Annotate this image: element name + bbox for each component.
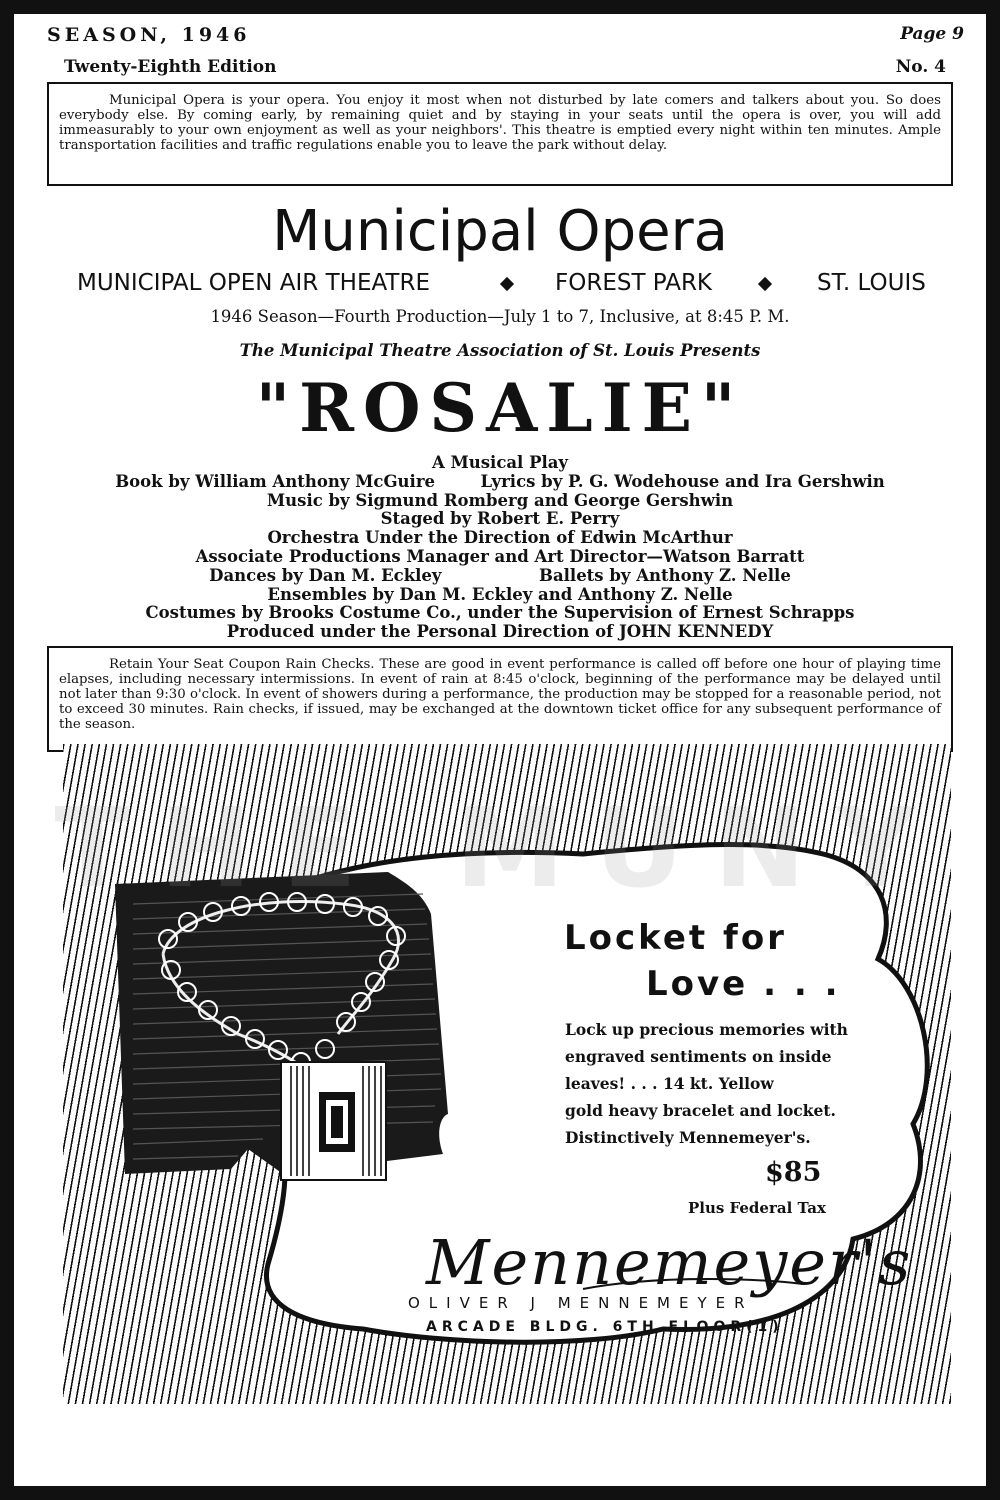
diamond-icon — [758, 277, 772, 291]
ad-body-line: gold heavy bracelet and locket. — [565, 1101, 836, 1120]
presents-line: The Municipal Theatre Association of St. Louis Presents — [239, 341, 761, 360]
credit-book: Book by William Anthony McGuire — [115, 471, 436, 491]
ad-owner: OLIVER J MENNEMEYER — [408, 1294, 754, 1312]
program-page — [14, 14, 986, 1486]
credit-produced: Produced under the Personal Direction of JOHN KENNEDY — [226, 622, 774, 642]
ad-tax-note: Plus Federal Tax — [688, 1199, 826, 1217]
venue-park: FOREST PARK — [555, 270, 713, 296]
ad-body — [565, 1016, 848, 1151]
credit-costumes: Costumes by Brooks Costume Co., under the Supervision of Ernest Schrapps — [145, 603, 855, 623]
locket-pendant — [281, 1062, 386, 1180]
credit-line-book-lyrics — [14, 473, 986, 492]
venue-theatre: MUNICIPAL OPEN AIR THEATRE — [77, 270, 430, 296]
credit-ensembles: Ensembles by Dan M. Eckley and Anthony Z. Nelle — [267, 584, 733, 604]
season-line: 1946 Season—Fourth Production—July 1 to 7, Inclusive, at 8:45 P. M. — [210, 307, 790, 326]
ad-headline-2: Love . . . — [646, 964, 841, 1004]
show-title: "ROSALIE" — [255, 369, 745, 447]
ad-address: ARCADE BLDG. 6TH FLOOR(1) — [426, 1319, 784, 1335]
credit-music: Music by Sigmund Romberg and George Gershwin — [266, 490, 734, 510]
rain-check-notice: Retain Your Seat Coupon Rain Checks. These are good in event performance is called off before one hour of playing time elapses, including necessary intermissions. In event of rain at 8:45 o'clock, beginning of the performance may be delayed until not later than 9:30 o'clock. In event of showers during a performance, the production may be stopped for a reasonable period, not to exceed 30 minutes. Rain checks, if issued, may be exchanged at the downtown ticket office for any subsequent performance of the season. — [47, 646, 953, 752]
brand-logo: Mennemeyer's — [426, 1226, 913, 1299]
credit-staged: Staged by Robert E. Perry — [380, 509, 620, 529]
season-label: SEASON, 1946 — [47, 24, 251, 46]
credit-dances: Dances by Dan M. Eckley — [209, 565, 442, 585]
ad-body-line: engraved sentiments on inside — [565, 1047, 832, 1066]
diamond-icon — [500, 277, 514, 291]
credit-line-dances-ballets — [14, 567, 986, 586]
ad-body-line: Lock up precious memories with — [565, 1020, 848, 1039]
etiquette-notice: Municipal Opera is your opera. You enjoy it most when not disturbed by late comers and talkers about you. So does everybody else. By coming early, by remaining quiet and by staying in your seats until the opera is over, you will add immeasurably to your own enjoyment as well as your neighbors'. This theatre is emptied every night within ten minutes. Ample transportation facilities and traffic regulations enable you to leave the park without delay. — [47, 82, 953, 186]
edition-label: Twenty-Eighth Edition — [64, 57, 277, 77]
page-title: Municipal Opera — [272, 199, 728, 264]
ad-headline-1: Locket for — [564, 918, 787, 958]
ad-price: $85 — [765, 1157, 822, 1188]
ad-body-line: Distinctively Mennemeyer's. — [565, 1128, 811, 1147]
credit-orchestra: Orchestra Under the Direction of Edwin McArthur — [267, 528, 733, 548]
venue-city: ST. LOUIS — [817, 270, 926, 296]
credit-lyrics: Lyrics by P. G. Wodehouse and Ira Gershwin — [480, 471, 885, 491]
page-number: Page 9 — [900, 24, 964, 44]
subtitle: A Musical Play — [431, 453, 569, 472]
credit-associate: Associate Productions Manager and Art Director—Watson Barratt — [195, 546, 805, 566]
issue-number: No. 4 — [895, 57, 946, 77]
credit-ballets: Ballets by Anthony Z. Nelle — [539, 565, 791, 585]
credits-block — [14, 454, 986, 642]
ad-body-line: leaves! . . . 14 kt. Yellow — [565, 1074, 774, 1093]
